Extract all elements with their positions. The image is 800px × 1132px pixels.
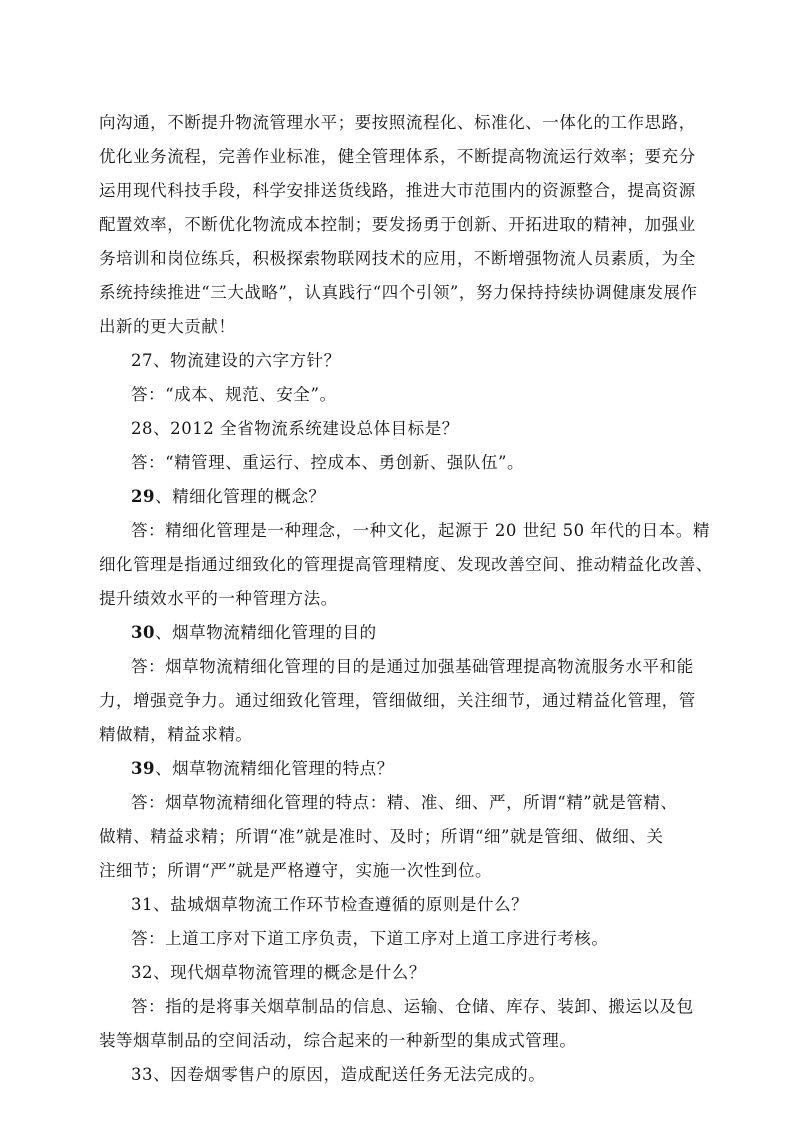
q39-answer-line-2: 做精、精益求精；所谓“准”就是准时、及时；所谓“细”就是管细、做细、关 (99, 827, 664, 846)
q29-number: 29 (131, 487, 156, 506)
q30-question (131, 622, 377, 644)
intro-line-1: 向沟通，不断提升物流管理水平；要按照流程化、标准化、一体化的工作思路， (99, 113, 696, 132)
q29-answer-line-2: 细化管理是指通过细致化的管理提高管理精度、发现改善空间、推动精益化改善、 (99, 555, 713, 574)
intro-line-6: 系统持续推进“三大战略”，认真践行“四个引领”，努力保持持续协调健康发展作 (99, 283, 698, 302)
q39-question-text: 、烟草物流精细化管理的特点？ (155, 759, 394, 778)
q27-question: 27、物流建设的六字方针？ (131, 351, 341, 370)
q32-question: 32、现代烟草物流管理的概念是什么？ (131, 963, 426, 982)
q31-answer: 答：上道工序对下道工序负责，下道工序对上道工序进行考核。 (131, 929, 609, 948)
intro-line-7: 出新的更大贡献！ (99, 317, 236, 336)
q31-question: 31、盐城烟草物流工作环节检查遵循的原则是什么？ (131, 895, 529, 914)
q39-question (131, 758, 394, 780)
q32-answer-line-1: 答：指的是将事关烟草制品的信息、运输、仓储、库存、装卸、搬运以及包 (131, 997, 694, 1016)
q29-question-text: 、精细化管理的概念？ (155, 487, 326, 506)
q30-answer-line-1: 答：烟草物流精细化管理的目的是通过加强基础管理提高物流服务水平和能 (131, 657, 694, 676)
q39-number: 39 (131, 759, 156, 778)
q33-question: 33、因卷烟零售户的原因，造成配送任务无法完成的。 (131, 1065, 546, 1084)
intro-line-3: 运用现代科技手段，科学安排送货线路，推进大市范围内的资源整合，提高资源 (99, 181, 696, 200)
q30-answer-line-3: 精做精，精益求精。 (99, 725, 253, 744)
intro-line-2: 优化业务流程，完善作业标准，健全管理体系，不断提高物流运行效率；要充分 (99, 147, 696, 166)
q29-answer-line-1: 答：精细化管理是一种理念，一种文化，起源于 20 世纪 50 年代的日本。精 (131, 521, 710, 540)
q39-answer-line-3: 注细节；所谓“严”就是严格遵守，实施一次性到位。 (99, 861, 493, 880)
q29-answer-line-3: 提升绩效水平的一种管理方法。 (99, 589, 338, 608)
q28-question: 28、2012 全省物流系统建设总体目标是？ (131, 419, 459, 438)
q32-answer-line-2: 装等烟草制品的空间活动，综合起来的一种新型的集成式管理。 (99, 1031, 577, 1050)
q30-number: 30 (131, 623, 156, 642)
q30-question-text: 、烟草物流精细化管理的目的 (155, 623, 377, 642)
q28-answer: 答：“精管理、重运行、控成本、勇创新、强队伍”。 (131, 453, 525, 472)
q27-answer: 答：“成本、规范、安全”。 (131, 385, 337, 404)
intro-line-5: 务培训和岗位练兵，积极探索物联网技术的应用，不断增强物流人员素质，为全 (99, 249, 696, 268)
q29-question (131, 486, 326, 508)
intro-line-4: 配置效率，不断优化物流成本控制；要发扬勇于创新、开拓进取的精神，加强业 (99, 215, 696, 234)
q30-answer-line-2: 力，增强竞争力。通过细致化管理，管细做细，关注细节，通过精益化管理，管 (99, 691, 696, 710)
q39-answer-line-1: 答：烟草物流精细化管理的特点：精、准、细、严，所谓“精”就是管精、 (131, 793, 678, 812)
